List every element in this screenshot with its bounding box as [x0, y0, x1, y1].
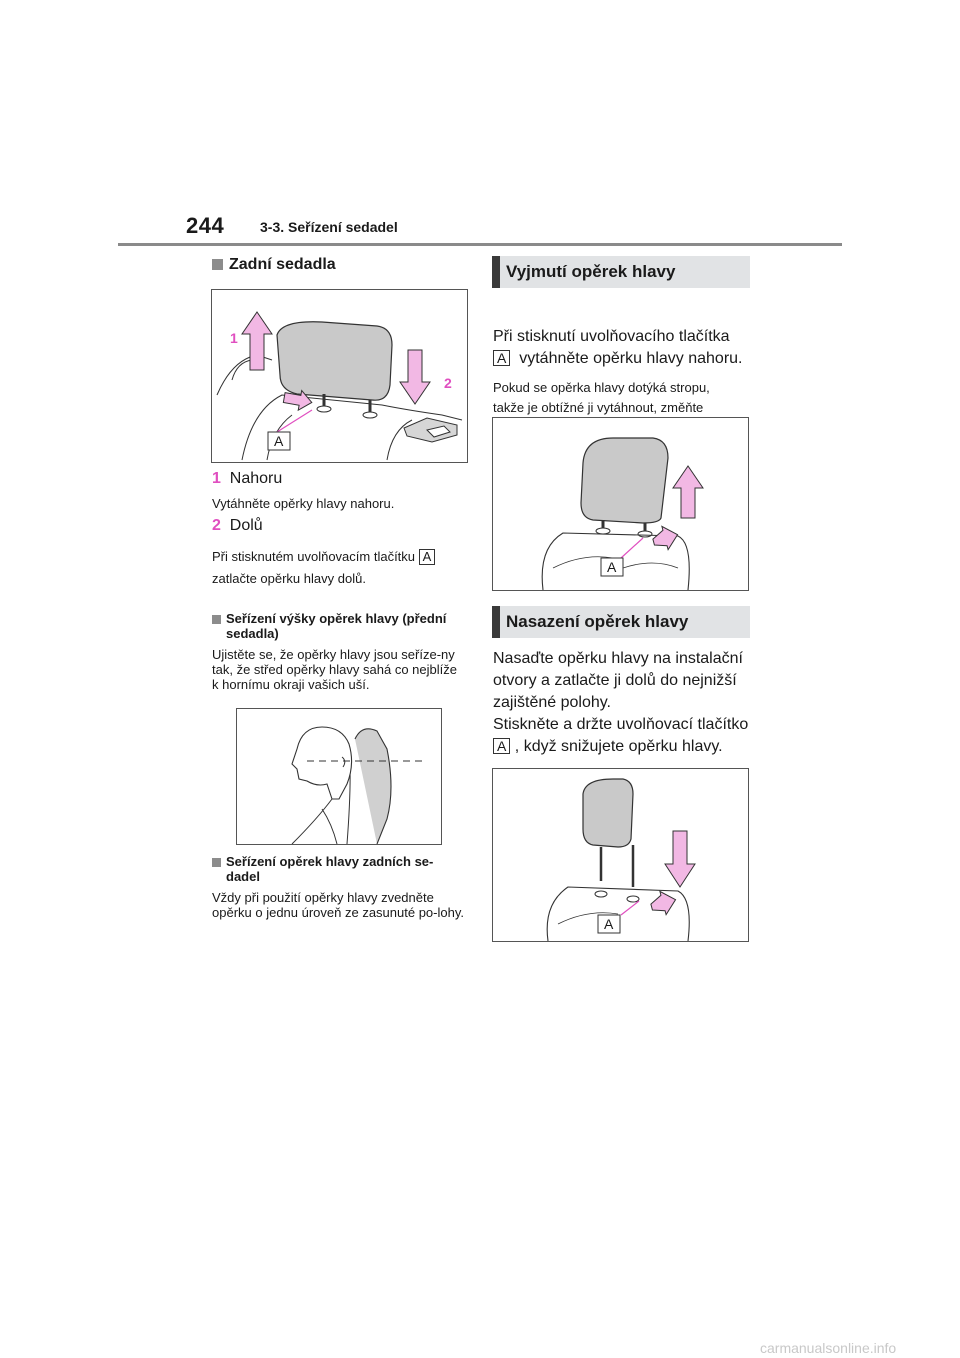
subsection-front-height: Seřízení výšky opěrek hlavy (přední sedadla) Ujistěte se, že opěrky hlavy jsou seříze-ny tak, že střed opěrky hlavy sahá co nejblíže k hornímu okraji vašich uší. — [212, 611, 457, 692]
release-button-label: A — [607, 559, 617, 575]
chapter-title: 3-3. Seřízení sedadel — [260, 219, 398, 235]
release-button-label: A — [274, 433, 284, 449]
item-up: 1 Nahoru — [212, 470, 283, 487]
page-number: 244 — [186, 213, 225, 238]
item-up-desc: Vytáhněte opěrky hlavy nahoru. — [212, 496, 395, 511]
release-button-ref: A — [493, 350, 510, 366]
driver-head-illustration — [237, 709, 441, 844]
install-headrest-illustration — [493, 769, 748, 941]
figure-install-headrest — [492, 768, 749, 942]
item-down: 2 Dolů — [212, 517, 263, 534]
figure-rear-headrest — [211, 289, 468, 463]
section-bar-remove: Vyjmutí opěrek hlavy — [492, 256, 750, 288]
header-rule — [118, 243, 842, 246]
section-bar-install: Nasazení opěrek hlavy — [492, 606, 750, 638]
figure-remove-headrest — [492, 417, 749, 591]
figure-front-headrest-height — [236, 708, 442, 845]
square-bullet-icon — [212, 615, 221, 624]
rear-headrest-illustration — [212, 290, 467, 462]
release-button-ref: A — [493, 738, 510, 754]
square-bullet-icon — [212, 259, 223, 270]
item-down-desc: Při stisknutém uvolňovacím tlačítku A — [212, 549, 435, 565]
arrow-up-label: 1 — [230, 330, 238, 346]
section-heading-rear-seats: Zadní sedadla — [212, 256, 336, 274]
watermark: carmanualsonline.info — [760, 1340, 897, 1356]
release-button-ref: A — [419, 549, 436, 565]
item-down-desc-2: zatlačte opěrku hlavy dolů. — [212, 571, 366, 586]
arrow-down-label: 2 — [444, 375, 452, 391]
square-bullet-icon — [212, 858, 221, 867]
release-button-label: A — [604, 916, 614, 932]
remove-instructions: Při stisknutí uvolňovacího tlačítka A vytáhněte opěrku hlavy nahoru. — [493, 328, 743, 367]
remove-note-text: Pokud se opěrka hlavy dotýká stropu, takže je obtížné ji vytáhnout, změňte — [493, 380, 710, 415]
remove-headrest-illustration — [493, 418, 748, 590]
install-instructions: Nasaďte opěrku hlavy na instalační otvory a zatlačte ji dolů do nejnižší zajištěné polohy. Stiskněte a držte uvolňovací tlačítko A , když snižujete opěrku hlavy. — [493, 650, 749, 755]
subsection-rear-headrests: Seřízení opěrek hlavy zadních se-dadel Vždy při použití opěrky hlavy zvedněte opěrku o jednu úroveň ze zasunuté po-lohy. — [212, 854, 464, 920]
